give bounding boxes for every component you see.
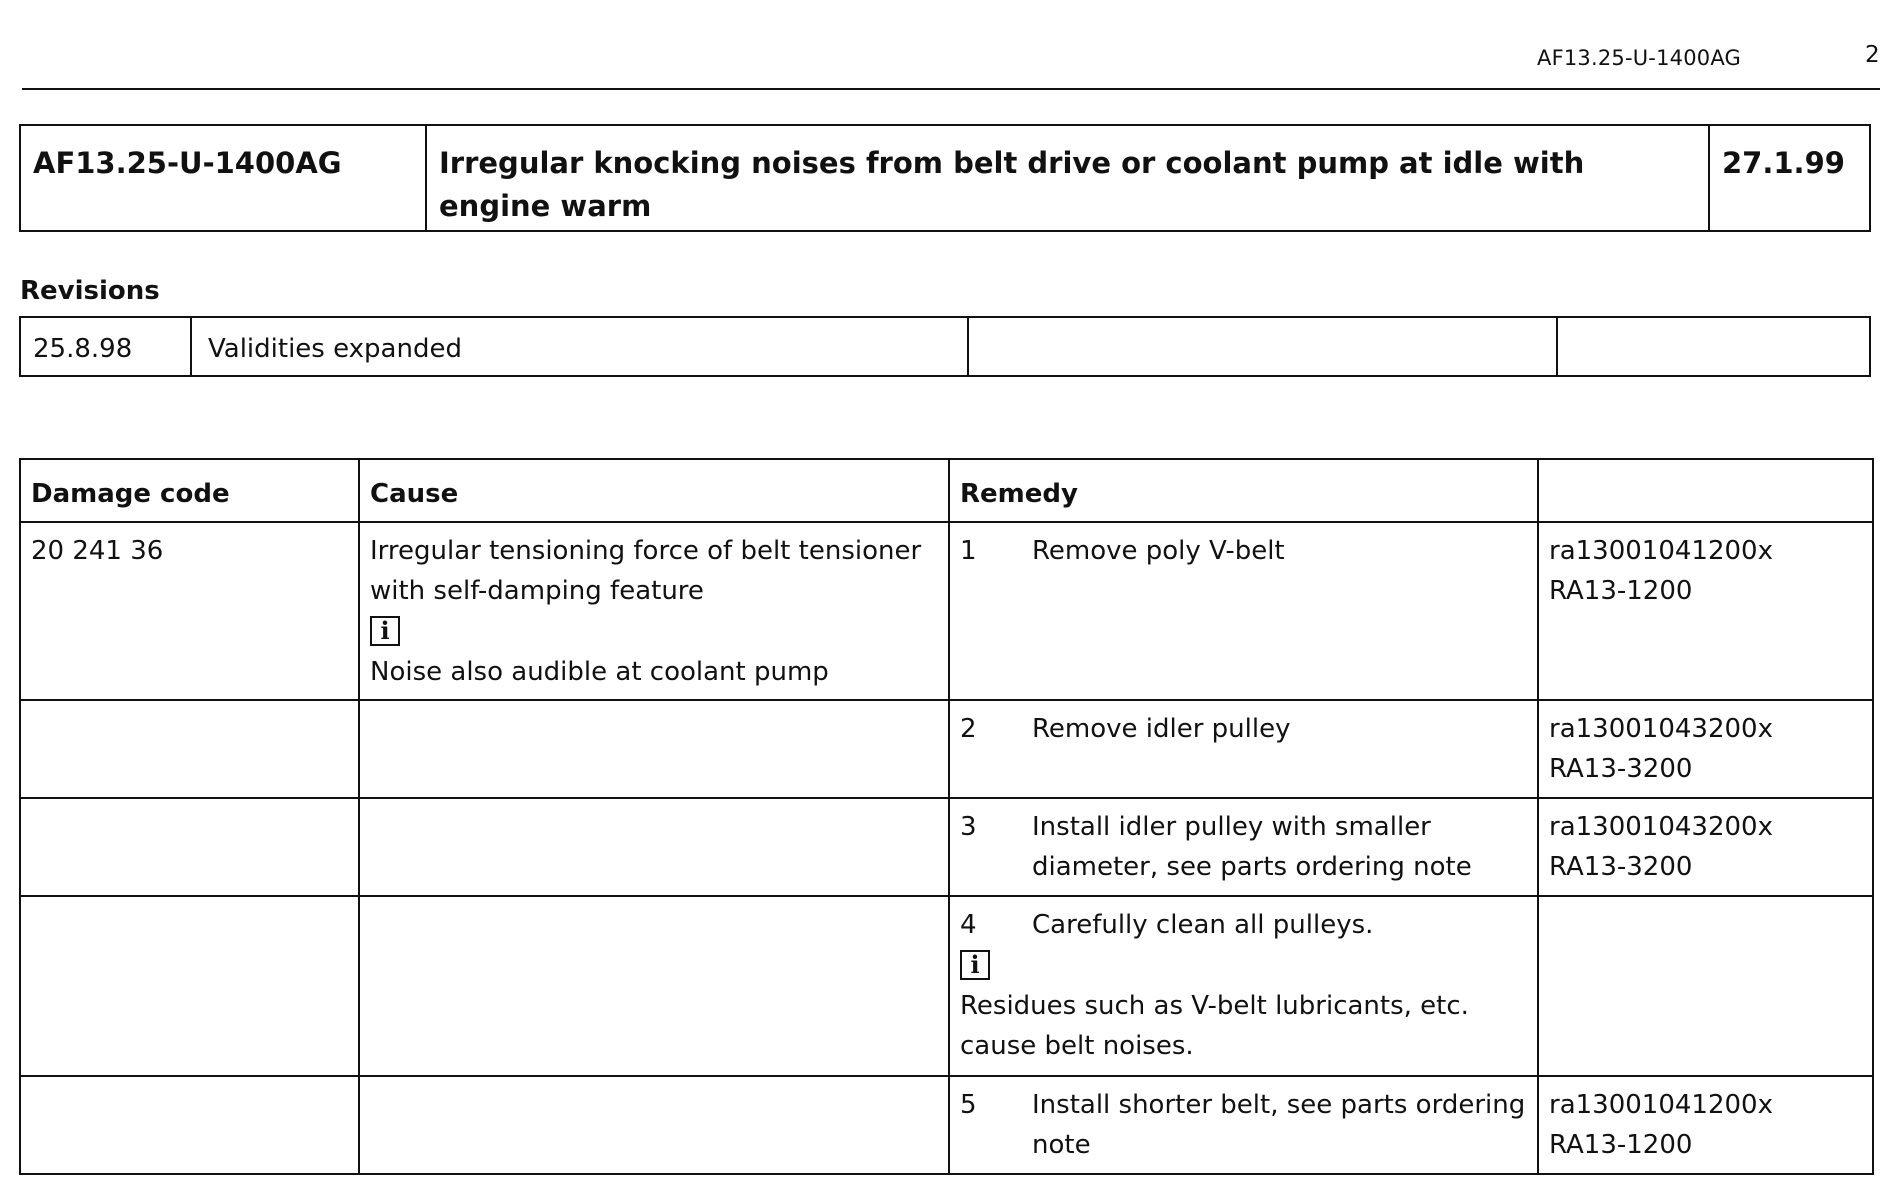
reference-code: ra13001041200x xyxy=(1549,1090,1773,1120)
table-row xyxy=(20,798,1873,896)
reference-code: RA13-1200 xyxy=(1549,576,1693,606)
step-text: Remove idler pulley xyxy=(1032,714,1291,744)
damage-remedy-table xyxy=(19,458,1874,1175)
reference-code: ra13001041200x xyxy=(1549,536,1773,566)
step-number: 4 xyxy=(960,910,977,940)
cause-note: Noise also audible at coolant pump xyxy=(370,657,829,687)
document-date: 27.1.99 xyxy=(1722,146,1845,180)
step-number: 1 xyxy=(960,536,977,566)
cause-text: Irregular tensioning force of belt tensioner with self-damping feature xyxy=(370,536,922,606)
damage-code-cell xyxy=(20,522,359,700)
reference-code: RA13-3200 xyxy=(1549,754,1693,784)
step-number: 5 xyxy=(960,1090,977,1120)
revisions-heading: Revisions xyxy=(20,276,160,306)
reference-code: ra13001043200x xyxy=(1549,714,1773,744)
page-header xyxy=(22,30,1880,90)
header-doc-id: AF13.25-U-1400AG xyxy=(1537,46,1742,70)
revision-description: Validities expanded xyxy=(192,318,969,375)
table-row xyxy=(20,700,1873,798)
revision-empty-cell xyxy=(969,318,1558,375)
reference-cell xyxy=(1538,700,1873,798)
table-row xyxy=(20,522,1873,700)
reference-cell xyxy=(1538,798,1873,896)
step-text: Carefully clean all pulleys. xyxy=(1032,910,1374,940)
step-text: Install idler pulley with smaller diameter, see parts ordering note xyxy=(1032,812,1472,882)
reference-cell xyxy=(1538,1076,1873,1174)
revisions-table xyxy=(19,316,1871,377)
step-text: Install shorter belt, see parts ordering note xyxy=(1032,1090,1526,1160)
reference-cell xyxy=(1538,522,1873,700)
cause-cell xyxy=(359,522,949,700)
info-icon: i xyxy=(960,950,990,980)
remedy-cell xyxy=(949,798,1538,896)
remedy-cell xyxy=(949,1076,1538,1174)
table-header-row xyxy=(20,459,1873,522)
title-doc-id: AF13.25-U-1400AG xyxy=(21,126,427,230)
reference-code: ra13001043200x xyxy=(1549,812,1773,842)
remedy-cell xyxy=(949,896,1538,1076)
header-damage-code: Damage code xyxy=(20,459,359,522)
table-row xyxy=(20,1076,1873,1174)
reference-code: RA13-1200 xyxy=(1549,1130,1693,1160)
step-text: Remove poly V-belt xyxy=(1032,536,1285,566)
title-box xyxy=(19,124,1871,232)
page-number: 2 xyxy=(1865,42,1880,68)
reference-cell xyxy=(1538,896,1873,1076)
info-icon: i xyxy=(370,616,400,646)
header-cause: Cause xyxy=(359,459,949,522)
remedy-cell xyxy=(949,700,1538,798)
document-title: Irregular knocking noises from belt drive or coolant pump at idle with engine warm xyxy=(427,126,1710,230)
revision-date: 25.8.98 xyxy=(21,318,192,375)
remedy-cell xyxy=(949,522,1538,700)
damage-code: 20 241 36 xyxy=(31,536,164,566)
revision-empty-cell xyxy=(1558,318,1869,375)
step-note: Residues such as V-belt lubricants, etc. cause belt noises. xyxy=(960,991,1469,1061)
reference-code: RA13-3200 xyxy=(1549,852,1693,882)
step-number: 2 xyxy=(960,714,977,744)
header-remedy: Remedy xyxy=(949,459,1538,522)
step-number: 3 xyxy=(960,812,977,842)
table-row xyxy=(20,896,1873,1076)
header-reference xyxy=(1538,459,1873,522)
